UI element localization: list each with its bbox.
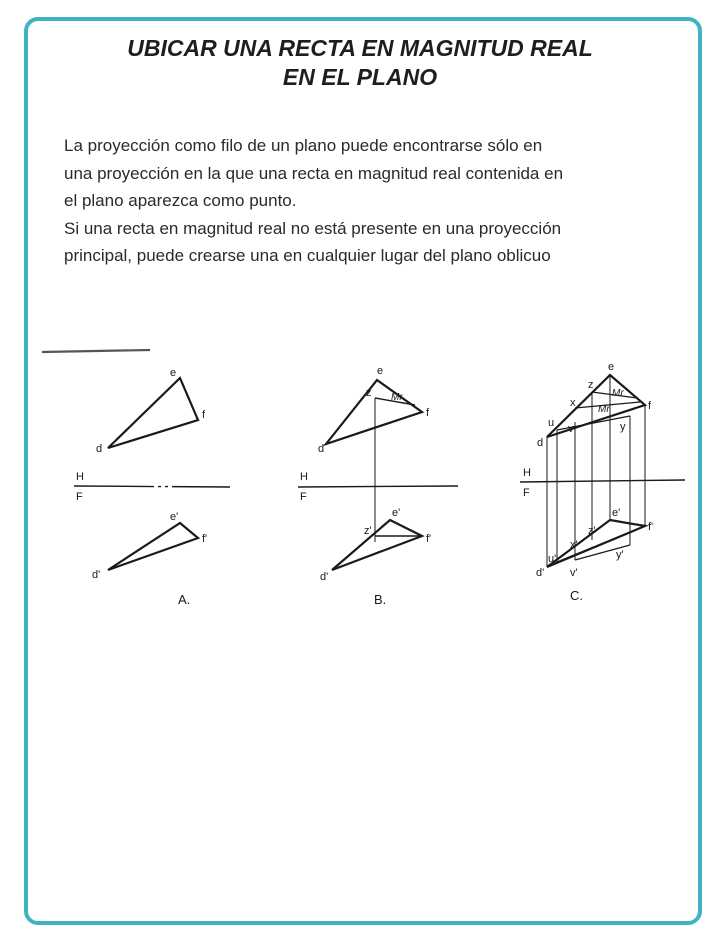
point-label: d' [536,567,545,579]
point-label: y [620,421,626,433]
plane-top-view-a [108,378,198,448]
folding-line-c [520,480,685,482]
point-label: d [96,443,103,455]
scan-artifact [42,350,150,352]
fold-label-h: H [76,471,84,483]
point-label: v' [570,567,578,579]
point-label: f [202,409,206,421]
point-label: e' [392,507,401,519]
fold-label-h: H [523,467,531,479]
point-label: e' [612,507,621,519]
plane-front-view-a [108,523,198,570]
explanation-paragraph [64,132,676,270]
fold-label-f: F [76,491,83,503]
point-label: u' [548,553,557,565]
panel-b [298,380,458,570]
paragraph-line: una proyección en la que una recta en magnitud real contenida en [64,163,564,183]
point-label: f' [648,521,654,533]
point-label: z [366,387,372,399]
panel-caption: C. [570,588,583,603]
point-label: z' [364,525,372,537]
true-length-label: Mr [598,404,610,415]
paragraph-line: el plano aparezca como punto. [64,191,297,210]
point-label: e [170,367,177,379]
point-label: u [548,417,555,429]
point-label: f' [426,533,432,545]
point-label: f' [202,533,208,545]
folding-line-b [298,486,458,487]
point-label: x [570,397,576,409]
panel-caption: A. [178,592,191,607]
paragraph-line: La proyección como filo de un plano puede encontrarse sólo en [64,136,543,155]
point-label: y' [616,549,624,561]
plane-top-view-b [326,380,422,444]
plane-front-view-b [332,520,422,570]
fold-label-f: F [523,487,530,499]
title-line-2: EN EL PLANO [282,64,438,90]
point-label: f [648,400,652,412]
title-line-1: UBICAR UNA RECTA EN MAGNITUD REAL [127,35,593,61]
point-label: z [588,379,594,391]
paragraph-line: Si una recta en magnitud real no está presente en una proyección [64,218,562,238]
point-label: e [608,361,615,373]
point-label: e [377,365,384,377]
folding-line-a [74,486,230,487]
point-label: d [537,437,544,449]
true-length-label: Mr [391,392,403,403]
page-title [40,34,680,92]
descriptive-geometry-figure [30,330,690,620]
point-label: d' [92,569,101,581]
point-label: d' [320,571,329,583]
panel-caption: B. [374,592,387,607]
paragraph-line: principal, puede crearse una en cualquier lugar del plano oblicuo [64,246,551,265]
fold-label-h: H [300,471,308,483]
fold-label-f: F [300,491,307,503]
point-label: e' [170,511,179,523]
point-label: v [568,423,574,435]
point-label: d [318,443,325,455]
point-label: f [426,407,430,419]
true-length-label: Mr [612,388,624,399]
point-label: x' [570,539,578,551]
point-label: z' [588,525,596,537]
